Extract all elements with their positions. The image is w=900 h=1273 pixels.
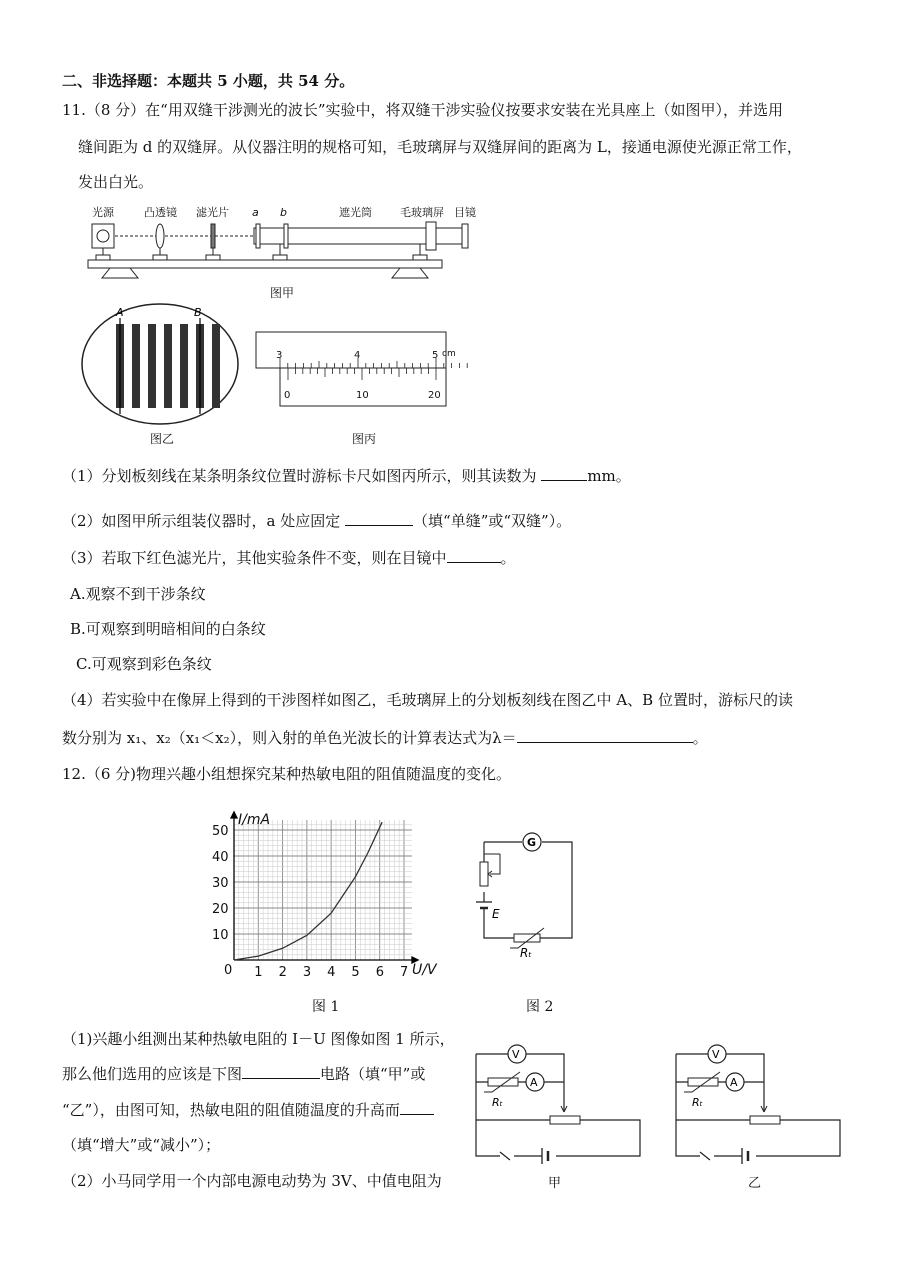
thermistor-label: Rₜ [520,946,532,960]
jia-ammeter-label: A [530,1076,538,1089]
x-tick-label: 4 [327,965,336,980]
q11-option-a: A.观察不到干涉条纹 [70,585,206,603]
label-light-source: 光源 [92,206,114,219]
vernier-label-20: 20 [428,390,441,401]
x-tick-label: 7 [400,965,409,980]
figure-yi-caption: 图乙 [150,432,175,446]
figure-yi-fringes [80,302,240,426]
q11-part3: （3）若取下红色滤光片，其他实验条件不变，则在目镜中 。 [62,549,516,567]
yi-thermistor-label: Rₜ [692,1096,703,1109]
q12-part1-line2: 那么他们选用的应该是下图 电路（填“甲”或 [62,1065,426,1083]
vernier-label-10: 10 [356,390,369,401]
q11-stem-line3: 发出白光。 [78,173,154,191]
q11-option-c: C.可观察到彩色条纹 [76,655,212,673]
figure-1-caption: 图 1 [312,999,340,1015]
label-eyepiece: 目镜 [454,206,476,219]
figure-jia-caption: 图甲 [270,286,295,300]
q11-part1: （1）分划板刻线在某条明条纹位置时游标卡尺如图丙所示，则其读数为 mm。 [62,467,631,485]
x-tick-label: 1 [254,965,263,980]
answer-blank-2[interactable] [345,525,413,526]
q12-stem: 12.（6 分)物理兴趣小组想探究某种热敏电阻的阻值随温度的变化。 [62,765,512,783]
label-filter: 滤光片 [196,206,229,219]
answer-blank-4[interactable] [517,742,693,743]
chart-grid [234,820,412,960]
q11-part4-line2: 数分别为 x₁、x₂（x₁＜x₂），则入射的单色光波长的计算表达式为λ＝ 。 [62,729,708,747]
q12-part2-line1: （2）小马同学用一个内部电源电动势为 3V、中值电阻为 [62,1172,442,1190]
figure-jia-optical-bench [80,202,476,300]
figure-2-caption: 图 2 [526,999,554,1015]
fringe-label-a: A [116,306,124,319]
figure-2-circuit [470,830,582,960]
q11-stem-line2: 缝间距为 d 的双缝屏。从仪器注明的规格可知，毛玻璃屏与双缝屏间的距离为 L，接通电源使光源正常工作， [78,138,802,156]
origin-label: 0 [224,963,233,978]
q11-part2: （2）如图甲所示组装仪器时，a 处应固定 （填“单缝”或“双缝”）。 [62,512,572,530]
yi-ammeter-label: A [730,1076,738,1089]
q11-part4-line1: （4）若实验中在像屏上得到的干涉图样如图乙，毛玻璃屏上的分划板刻线在图乙中 A、B 位置时，游标尺的读 [62,691,793,709]
main-label-4: 4 [354,350,361,361]
q12-part1-line3: “乙”），由图可知，热敏电阻的阻值随温度的升高而 [62,1099,434,1120]
answer-blank-1[interactable] [541,480,587,481]
q12-part1-line1: （1)兴趣小组测出某种热敏电阻的 I－U 图像如图 1 所示， [62,1030,455,1048]
main-unit: cm [442,349,456,359]
label-b: b [280,206,287,219]
q11-option-b: B.可观察到明暗相间的白条纹 [70,620,266,638]
main-label-5: 5 [432,350,439,361]
emf-label: E [492,907,500,921]
circuit-jia-caption: 甲 [548,1176,562,1191]
y-tick-label: 10 [212,928,229,943]
label-a: a [252,206,259,219]
x-tick-label: 2 [278,965,287,980]
y-axis-arrow [231,812,237,818]
y-tick-label: 40 [212,850,229,865]
figure-1-iu-chart [200,808,440,988]
y-tick-label: 30 [212,876,229,891]
fringe-label-b: B [194,306,202,319]
label-tube: 遮光筒 [339,206,372,219]
figure-bing-caption: 图丙 [352,432,377,446]
answer-blank-3[interactable] [447,562,501,563]
figure-bing-vernier [252,330,456,410]
x-axis-label: U/V [412,962,437,978]
main-label-3: 3 [276,350,283,361]
section-title: 二、非选择题：本题共 5 小题，共 54 分。 [62,72,355,90]
jia-voltmeter-label: V [512,1048,520,1061]
circuit-yi [670,1036,848,1166]
circuit-yi-caption: 乙 [748,1176,762,1191]
x-tick-label: 5 [351,965,360,980]
circuit-jia [470,1036,648,1166]
y-tick-label: 20 [212,902,229,917]
label-convex-lens: 凸透镜 [144,206,177,219]
y-tick-label: 50 [212,824,229,839]
vernier-label-0: 0 [284,390,291,401]
y-axis-label: I/mA [238,812,271,828]
q12-part1-line4: （填“增大”或“减小”）； [62,1136,221,1154]
jia-thermistor-label: Rₜ [492,1096,503,1109]
x-tick-label: 3 [302,965,312,980]
answer-blank-5[interactable] [242,1078,320,1079]
yi-voltmeter-label: V [712,1048,720,1061]
x-tick-label: 6 [375,965,384,980]
answer-blank-6[interactable] [400,1114,434,1115]
galvanometer-label: G [527,836,537,849]
label-screen: 毛玻璃屏 [400,206,444,219]
q11-stem-line1: 11.（8 分）在“用双缝干涉测光的波长”实验中，将双缝干涉实验仪按要求安装在光具座上（如图甲），并选用 [62,101,784,119]
